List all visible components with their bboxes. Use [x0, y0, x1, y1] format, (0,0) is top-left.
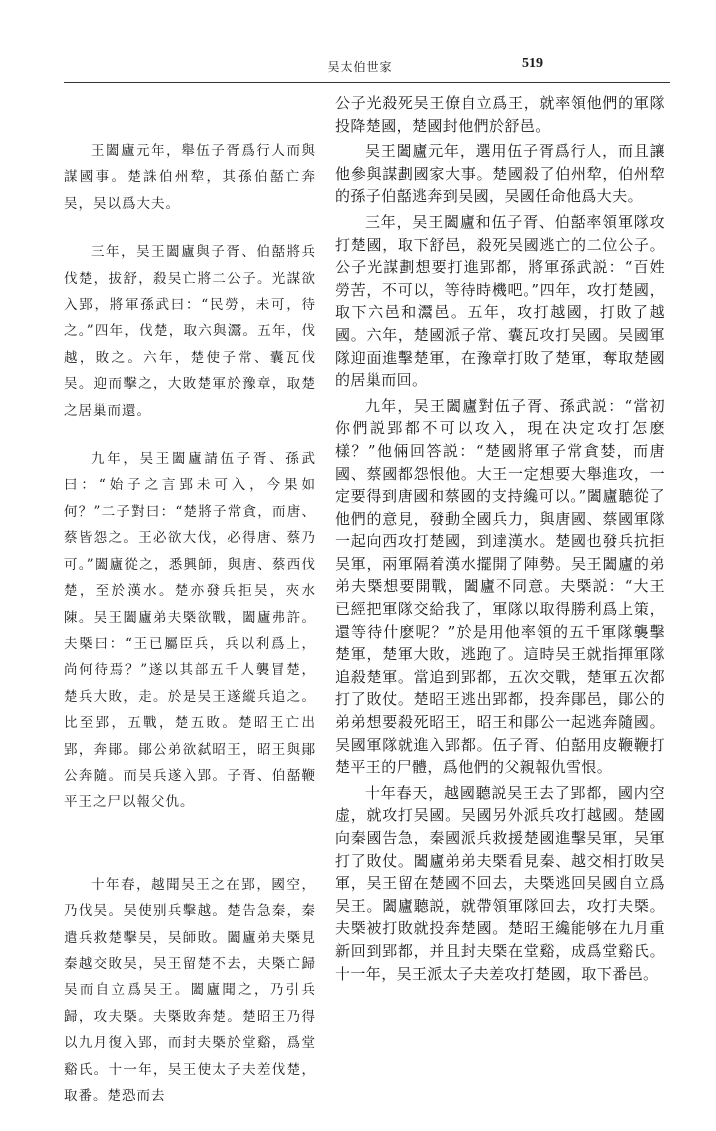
classical-text-column — [64, 92, 316, 1131]
page-number: 519 — [522, 56, 543, 71]
header-rule — [64, 82, 670, 83]
translation-text-column — [335, 92, 665, 988]
translation-paragraph: 公子光殺死吴王僚自立爲王，就率領他們的軍隊投降楚國，楚國封他們於舒邑。 — [335, 94, 665, 135]
running-header — [300, 58, 716, 78]
classical-paragraph: 三年，吴王闔廬與子胥、伯嚭將兵伐楚，拔舒，殺吴亡將二公子。光謀欲入郢，將軍孫武曰：“民勞，未可，待之。”四年，伐楚，取六與灊。五年，伐越，敗之。六年，楚使子常、囊瓦伐吴。迎而擊之，大敗楚軍於豫章，取楚之居巢而還。 — [64, 244, 316, 419]
classical-paragraph: 王闔廬元年，舉伍子胥爲行人而與謀國事。楚誅伯州犂，其孫伯嚭亡奔吴，吴以爲大夫。 — [64, 143, 316, 212]
classical-paragraph: 十年春，越聞吴王之在郢，國空，乃伐吴。吴使别兵擊越。楚告急秦，秦遣兵救楚擊吴，吴師敗。闔廬弟夫槩見秦越交敗吴，吴王留楚不去，夫槩亡歸吴而自立爲吴王。闔廬聞之，乃引兵歸，攻夫槩。夫槩敗奔楚。楚昭王乃得以九月復入郢，而封夫槩於堂谿，爲堂谿氏。十一年，吴王使太子夫差伐楚，取番。楚恐而去 — [64, 876, 316, 1104]
chapter-title: 吴太伯世家 — [327, 60, 393, 74]
translation-paragraph: 吴王闔廬元年，選用伍子胥爲行人，而且讓他參與謀劃國家大事。楚國殺了伯州犂，伯州犂的孫子伯嚭逃奔到吴國，吴國任命他爲大夫。 — [335, 142, 665, 206]
classical-spacer — [64, 92, 316, 118]
classical-paragraph: 九年，吴王闔廬請伍子胥、孫武曰：“始子之言郢未可入，今果如何？”二子對曰：“楚將子常貪，而唐、蔡皆怨之。王必欲大伐，必得唐、蔡乃可。”闔廬從之，悉興師，與唐、蔡西伐楚，至於漢水。楚亦發兵拒吴，夾水陳。吴王闔廬弟夫槩欲戰，闔廬弗許。夫槩曰：“王已屬臣兵，兵以利爲上，尚何待焉？”遂以其部五千人襲冒楚，楚兵大敗，走。於是吴王遂縱兵追之。比至郢，五戰，楚五敗。楚昭王亡出郢，奔鄖。鄖公弟欲弑昭王，昭王與鄖公奔隨。而吴兵遂入郢。子胥、伯嚭鞭平王之尸以報父仇。 — [64, 451, 316, 811]
translation-paragraph: 九年，吴王闔廬對伍子胥、孫武説：“當初你們説郢都不可以攻入，現在决定攻打怎麽樣？”他倆回答説：“楚國將軍子常貪婪，而唐國、蔡國都怨恨他。大王一定想要大舉進攻，一定要得到唐國和蔡國的支持纔可以。”闔廬聽從了他們的意見，發動全國兵力，與唐國、蔡國軍隊一起向西攻打楚國，到達漢水。楚國也發兵抗拒吴軍，兩軍隔着漢水擺開了陣勢。吴王闔廬的弟弟夫槩想要開戰，闔廬不同意。夫槩説：“大王已經把軍隊交給我了，軍隊以取得勝利爲上策，還等待什麽呢？”於是用他率領的五千軍隊襲擊楚軍，楚軍大敗，逃跑了。這時吴王就指揮軍隊追殺楚軍。當追到郢都，五次交戰，楚軍五次都打了敗仗。楚昭王逃出郢都，投奔鄖邑，鄖公的弟弟想要殺死昭王，昭王和鄖公一起逃奔隨國。吴國軍隊就進入郢都。伍子胥、伯嚭用皮鞭鞭打楚平王的尸體，爲他們的父親報仇雪恨。 — [335, 396, 665, 777]
translation-paragraph: 十年春天，越國聽説吴王去了郢都，國内空虚，就攻打吴國。吴國另外派兵攻打越國。楚國向秦國告急，秦國派兵救援楚國進擊吴軍，吴軍打了敗仗。闔廬弟弟夫槩看見秦、越交相打敗吴軍，吴王留在楚國不回去，夫槩逃回吴國自立爲吴王。闔廬聽説，就帶領軍隊回去，攻打夫槩。夫槩被打敗就投奔楚國。楚昭王纔能够在九月重新回到郢都，并且封夫槩在堂谿，成爲堂谿氏。十一年，吴王派太子夫差攻打楚國，取下番邑。 — [335, 783, 665, 983]
translation-paragraph: 三年，吴王闔廬和伍子胥、伯嚭率領軍隊攻打楚國，取下舒邑，殺死吴國逃亡的二位公子。公子光謀劃想要打進郢都，將軍孫武説：“百姓勞苦，不可以，等待時機吧。”四年，攻打楚國，取下六邑和灊邑。五年，攻打越國，打敗了越國。六年，楚國派子常、囊瓦攻打吴國。吴國軍隊迎面進擊楚軍，在豫章打敗了楚軍，奪取楚國的居巢而回。 — [335, 212, 665, 390]
